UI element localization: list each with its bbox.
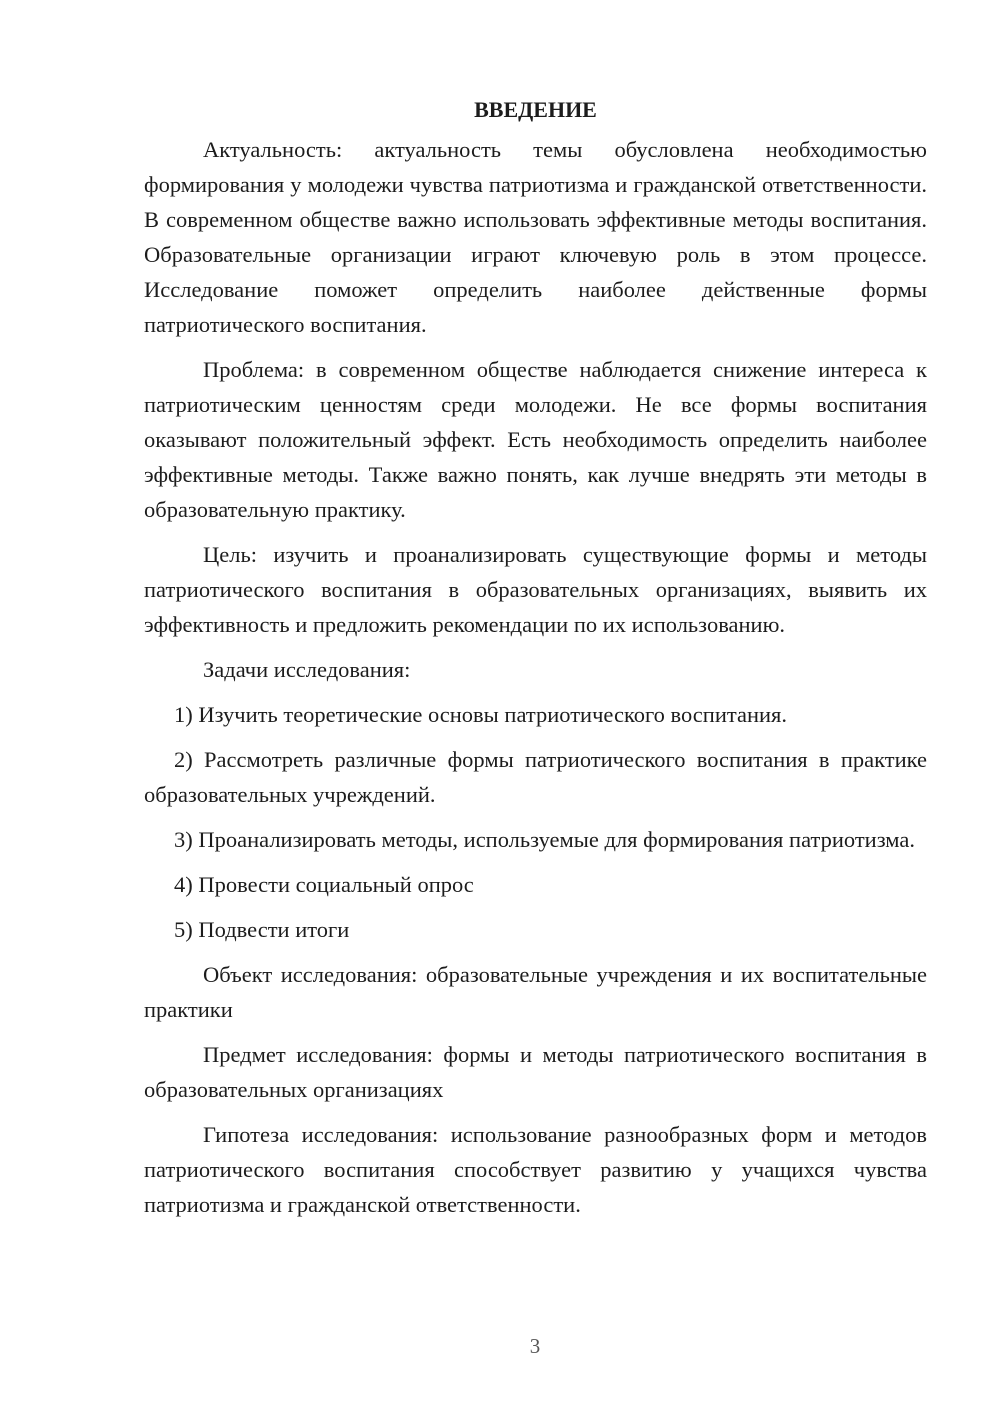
goal-paragraph: Цель: изучить и проанализировать существующие формы и методы патриотического воспитания в образовательных организациях, выявить их эффективность и предложить рекомендации по их использованию. xyxy=(144,542,927,637)
task-item: 5) Подвести итоги xyxy=(174,917,350,942)
page-content xyxy=(144,92,927,1232)
problem-paragraph: Проблема: в современном обществе наблюдается снижение интереса к патриотическим ценностям среди молодежи. Не все формы воспитания оказывают положительный эффект. Есть необходимость определить наиболее эффективные методы. Также важно понять, как лучше внедрять эти методы в образовательную практику. xyxy=(144,357,927,522)
object-paragraph: Объект исследования: образовательные учреждения и их воспитательные практики xyxy=(144,962,927,1022)
task-item: 2) Рассмотреть различные формы патриотического воспитания в практике образовательных учреждений. xyxy=(144,747,927,807)
task-item: 3) Проанализировать методы, используемые для формирования патриотизма. xyxy=(174,827,915,852)
tasks-heading: Задачи исследования: xyxy=(203,657,411,682)
relevance-paragraph: Актуальность: актуальность темы обусловлена необходимостью формирования у молодежи чувства патриотизма и гражданской ответственности. В современном обществе важно использовать эффективные методы воспитания. Образовательные организации играют ключевую роль в этом процессе. Исследование поможет определить наиболее действенные формы патриотического воспитания. xyxy=(144,137,927,337)
section-title: ВВЕДЕНИЕ xyxy=(474,97,597,122)
hypothesis-paragraph: Гипотеза исследования: использование разнообразных форм и методов патриотического воспитания способствует развитию у учащихся чувства патриотизма и гражданской ответственности. xyxy=(144,1122,927,1217)
page-number: 3 xyxy=(529,1334,541,1358)
task-item: 4) Провести социальный опрос xyxy=(174,872,474,897)
task-item: 1) Изучить теоретические основы патриотического воспитания. xyxy=(174,702,788,727)
subject-paragraph: Предмет исследования: формы и методы патриотического воспитания в образовательных организациях xyxy=(144,1042,927,1102)
